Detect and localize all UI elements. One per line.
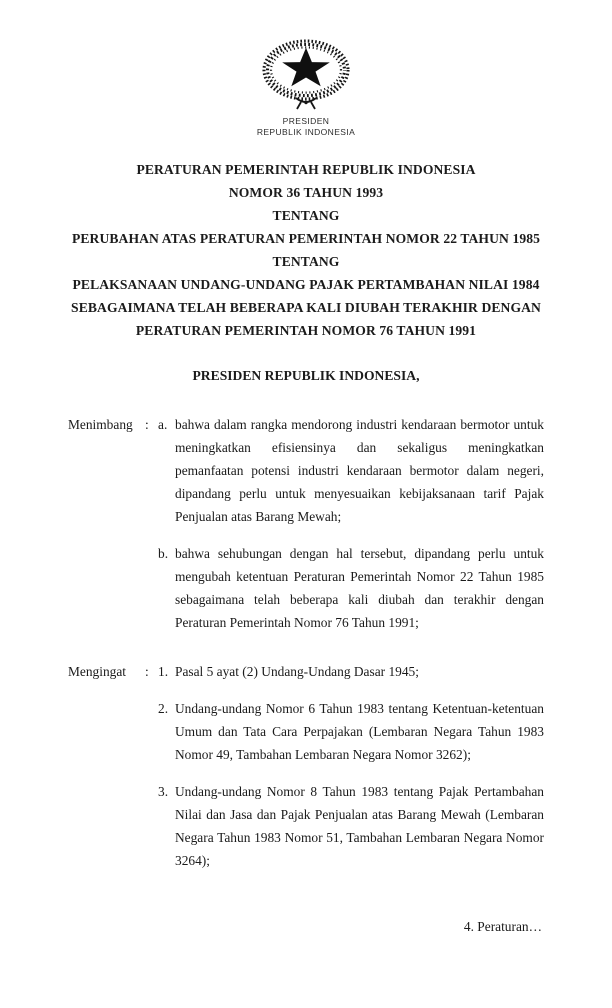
seal-caption-presiden: PRESIDEN [282, 116, 330, 126]
title-line-4: PERUBAHAN ATAS PERATURAN PEMERINTAH NOMOR 22 TAHUN 1985 [71, 231, 541, 246]
menimbang-item-b [158, 542, 544, 634]
mengingat-item-1 [158, 660, 544, 683]
mengingat-colon: : [145, 664, 149, 679]
mengingat-item-3 [158, 780, 544, 872]
item-text: Undang-undang Nomor 8 Tahun 1983 tentang Pajak Pertambahan Nilai dan Jasa dan Pajak Penjualan atas Barang Mewah (Lembaran Negara Tahun 1983 Nomor 51, Tambahan Lembaran Negara Nomor 3264); [175, 784, 544, 868]
clauses [0, 413, 612, 872]
preamble-heading: PRESIDEN REPUBLIK INDONESIA, [192, 368, 420, 383]
mengingat-label: Mengingat [68, 664, 127, 679]
item-marker: 2. [158, 701, 169, 716]
star-wreath-icon [246, 34, 366, 112]
seal-caption [0, 116, 612, 138]
mengingat-items [158, 660, 544, 872]
item-marker: b. [158, 546, 169, 561]
item-text: bahwa sehubungan dengan hal tersebut, dipandang perlu untuk mengubah ketentuan Peraturan Pemerintah Nomor 22 Tahun 1985 sebagaimana telah beberapa kali diubah dan terakhir dengan Peraturan Pemerintah Nomor 76 Tahun 1991; [175, 546, 544, 630]
title-line-6: PELAKSANAAN UNDANG-UNDANG PAJAK PERTAMBAHAN NILAI 1984 [72, 277, 540, 292]
item-marker: a. [158, 417, 168, 432]
menimbang-colon: : [145, 417, 149, 432]
item-text: bahwa dalam rangka mendorong industri kendaraan bermotor untuk meningkatkan efisiensinya dan sekaligus meningkatkan pemanfaatan potensi industri kendaraan bermotor dalam negeri, dipandang perlu untuk menyesuaikan kebijaksanaan tarif Pajak Penjualan atas Barang Mewah; [175, 417, 544, 524]
menimbang-label: Menimbang [68, 417, 133, 432]
item-text: Pasal 5 ayat (2) Undang-Undang Dasar 1945; [175, 664, 419, 679]
title-line-2: NOMOR 36 TAHUN 1993 [228, 185, 384, 200]
menimbang-item-a [158, 413, 544, 528]
title-line-5: TENTANG [272, 254, 340, 269]
section-menimbang [68, 413, 544, 634]
title-line-8: PERATURAN PEMERINTAH NOMOR 76 TAHUN 1991 [135, 323, 477, 338]
title-line-3: TENTANG [272, 208, 340, 223]
title-line-7: SEBAGAIMANA TELAH BEBERAPA KALI DIUBAH TERAKHIR DENGAN [71, 300, 541, 315]
mengingat-item-2 [158, 697, 544, 766]
item-text: Undang-undang Nomor 6 Tahun 1983 tentang Ketentuan-ketentuan Umum dan Tata Cara Perpajakan (Lembaran Negara Tahun 1983 Nomor 49, Tambahan Lembaran Negara Nomor 3262); [175, 701, 544, 762]
seal-caption-republik-indonesia: REPUBLIK INDONESIA [256, 127, 356, 137]
item-marker: 1. [158, 664, 169, 679]
menimbang-items [158, 413, 544, 634]
letterhead [0, 0, 612, 138]
document-title [0, 158, 612, 342]
section-mengingat [68, 660, 544, 872]
title-line-1: PERATURAN PEMERINTAH REPUBLIK INDONESIA [136, 162, 476, 177]
catchword: 4. Peraturan… [463, 919, 542, 934]
item-marker: 3. [158, 784, 169, 799]
